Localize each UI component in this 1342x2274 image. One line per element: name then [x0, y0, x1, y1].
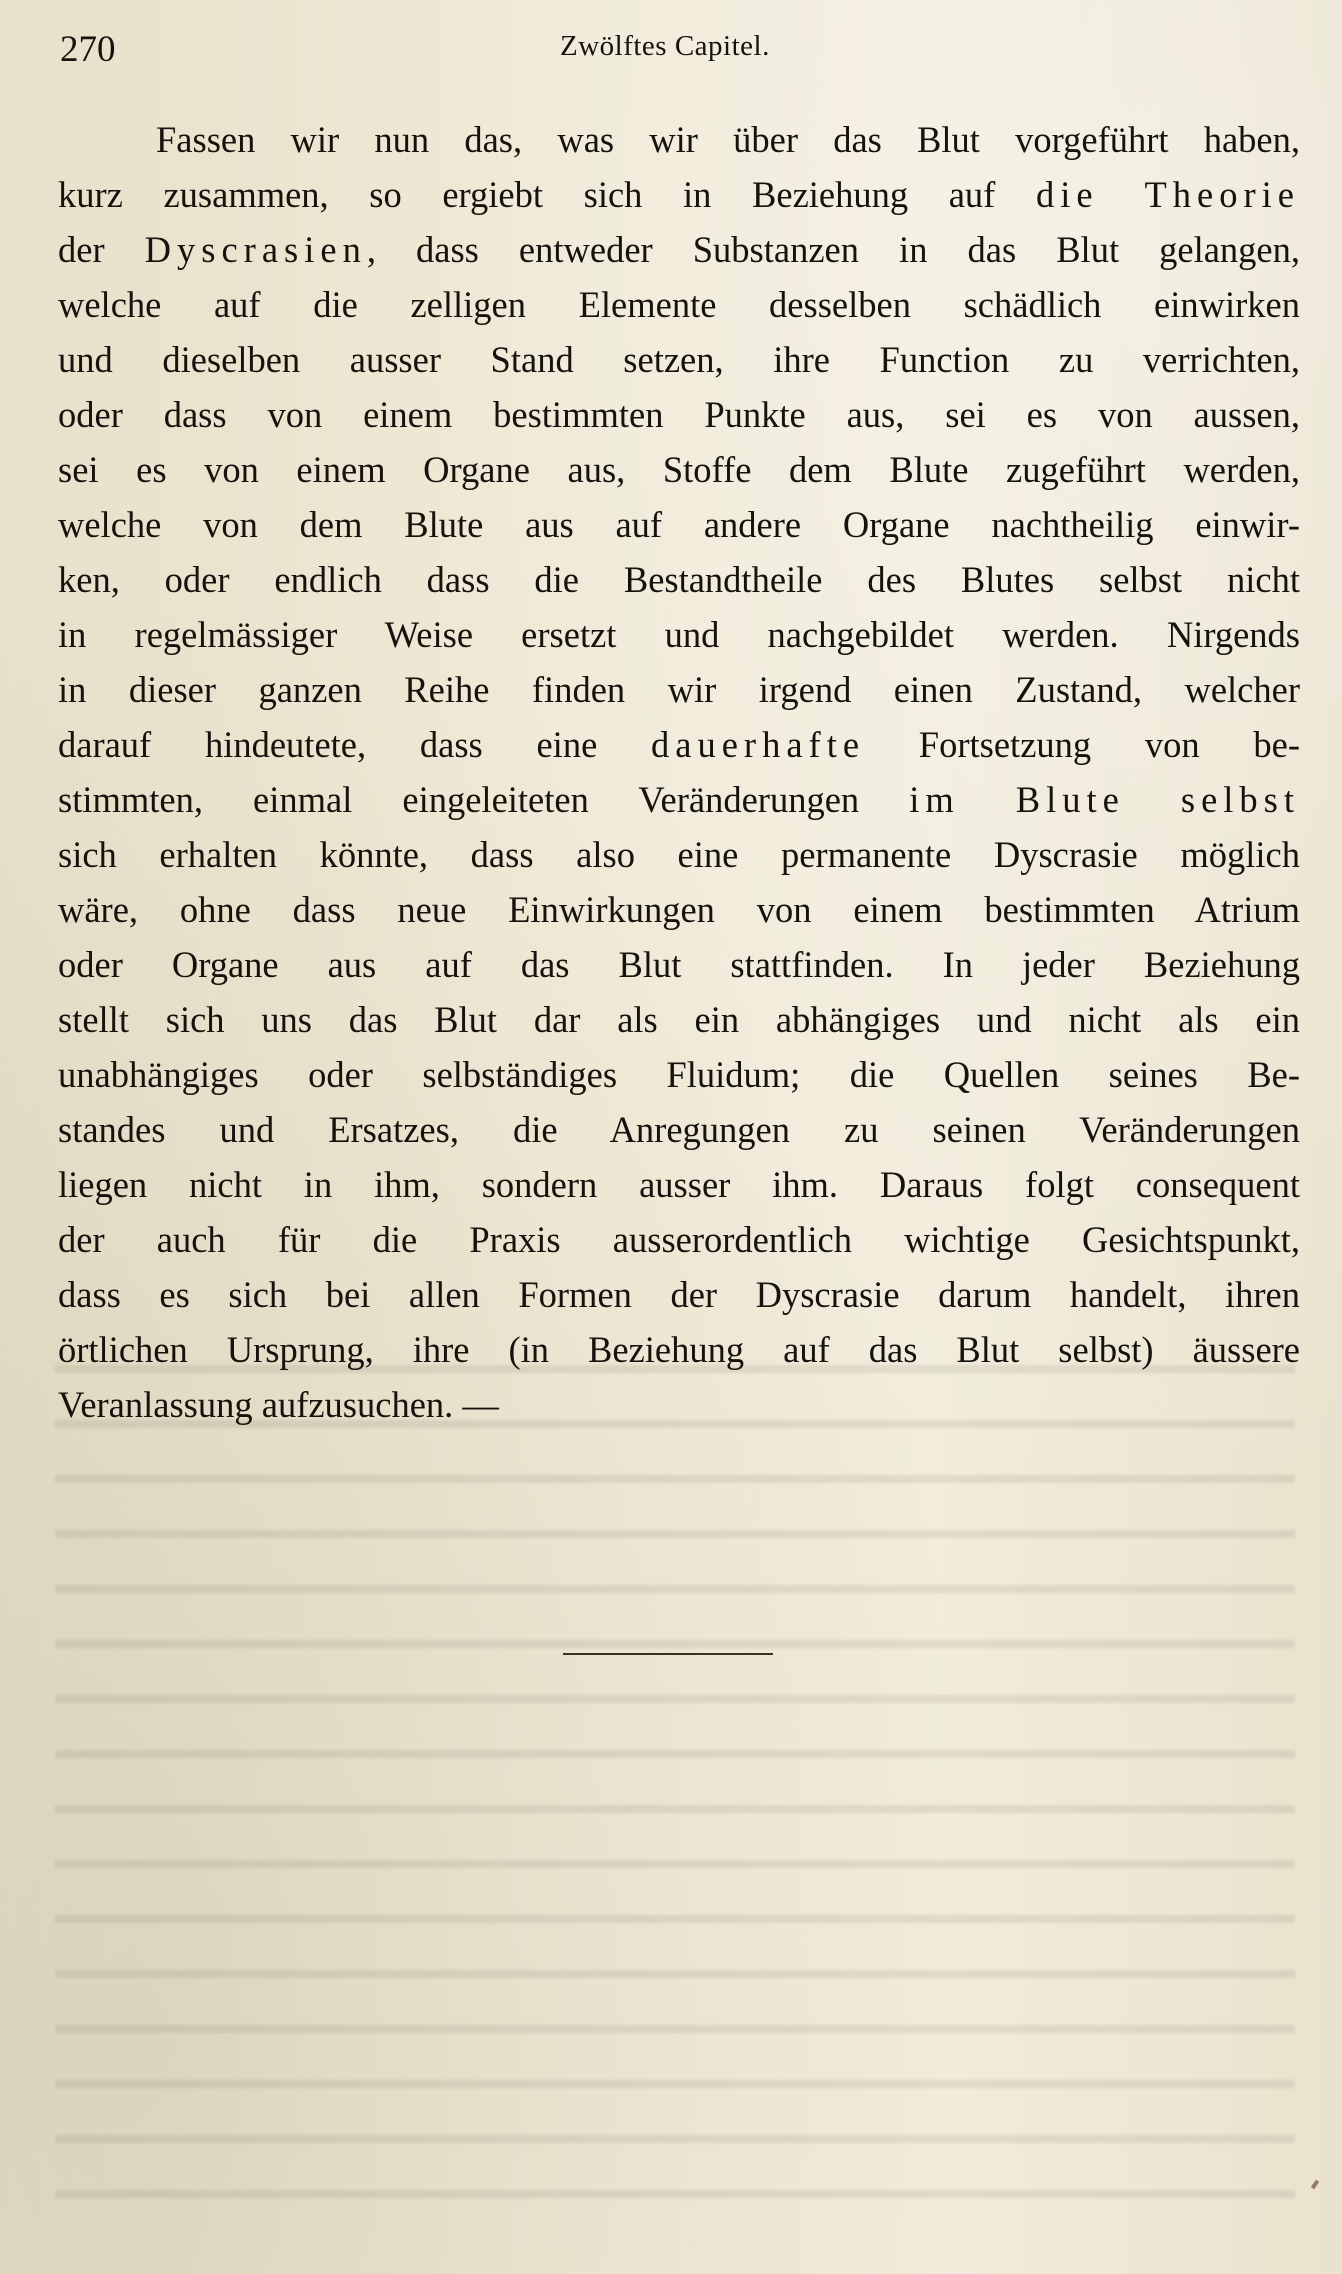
paper-speck	[1311, 2180, 1319, 2190]
text-line: Veranlassung aufzusuchen. —	[58, 1384, 499, 1425]
page-number: 270	[60, 29, 116, 70]
text-line: stellt sich uns das Blut dar als ein abhängiges und nicht als ein	[58, 999, 1300, 1040]
section-divider-rule	[563, 1653, 773, 1655]
text-line: standes und Ersatzes, die Anregungen zu seinen Veränderungen	[58, 1109, 1300, 1150]
text-line: in dieser ganzen Reihe finden wir irgend einen Zustand, welcher	[58, 669, 1300, 710]
text-line: liegen nicht in ihm, sondern ausser ihm. Daraus folgt consequent	[58, 1164, 1300, 1205]
text-line: der Dyscrasien, dass entweder Substanzen in das Blut gelangen,	[58, 229, 1300, 270]
text-line: oder Organe aus auf das Blut stattfinden. In jeder Beziehung	[58, 944, 1300, 985]
bleed-through-shadow	[55, 1330, 1295, 2230]
text-line: ken, oder endlich dass die Bestandtheile des Blutes selbst nicht	[58, 559, 1300, 600]
text-line: der auch für die Praxis ausserordentlich wichtige Gesichtspunkt,	[58, 1219, 1300, 1260]
page-header	[60, 28, 1300, 78]
text-line: Fassen wir nun das, was wir über das Blut vorgeführt haben,	[156, 119, 1300, 160]
text-line: in regelmässiger Weise ersetzt und nachgebildet werden. Nirgends	[58, 614, 1300, 655]
text-line: und dieselben ausser Stand setzen, ihre Function zu verrichten,	[58, 339, 1300, 380]
text-line: darauf hindeutete, dass eine dauerhafte Fortsetzung von be-	[58, 724, 1300, 765]
text-line: wäre, ohne dass neue Einwirkungen von einem bestimmten Atrium	[58, 889, 1300, 930]
text-line: stimmten, einmal eingeleiteten Veränderungen im Blute selbst	[58, 779, 1300, 820]
emphasized-text: im Blute selbst	[909, 779, 1300, 820]
emphasized-text: Dyscrasien	[144, 229, 367, 270]
running-title: Zwölftes Capitel.	[560, 30, 770, 62]
text-line: kurz zusammen, so ergiebt sich in Beziehung auf die Theorie	[58, 174, 1300, 215]
text-line: oder dass von einem bestimmten Punkte aus, sei es von aussen,	[58, 394, 1300, 435]
text-line: dass es sich bei allen Formen der Dyscrasie darum handelt, ihren	[58, 1274, 1300, 1315]
paragraph	[58, 112, 1300, 1432]
text-line: welche auf die zelligen Elemente desselben schädlich einwirken	[58, 284, 1300, 325]
emphasized-text: dauerhafte	[651, 724, 866, 765]
text-line: sei es von einem Organe aus, Stoffe dem Blute zugeführt werden,	[58, 449, 1300, 490]
text-line: sich erhalten könnte, dass also eine permanente Dyscrasie möglich	[58, 834, 1300, 875]
text-line: welche von dem Blute aus auf andere Organe nachtheilig einwir-	[58, 504, 1300, 545]
text-line: örtlichen Ursprung, ihre (in Beziehung auf das Blut selbst) äussere	[58, 1329, 1300, 1370]
emphasized-text: die Theorie	[1035, 174, 1300, 215]
text-line: unabhängiges oder selbständiges Fluidum; die Quellen seines Be-	[58, 1054, 1300, 1095]
